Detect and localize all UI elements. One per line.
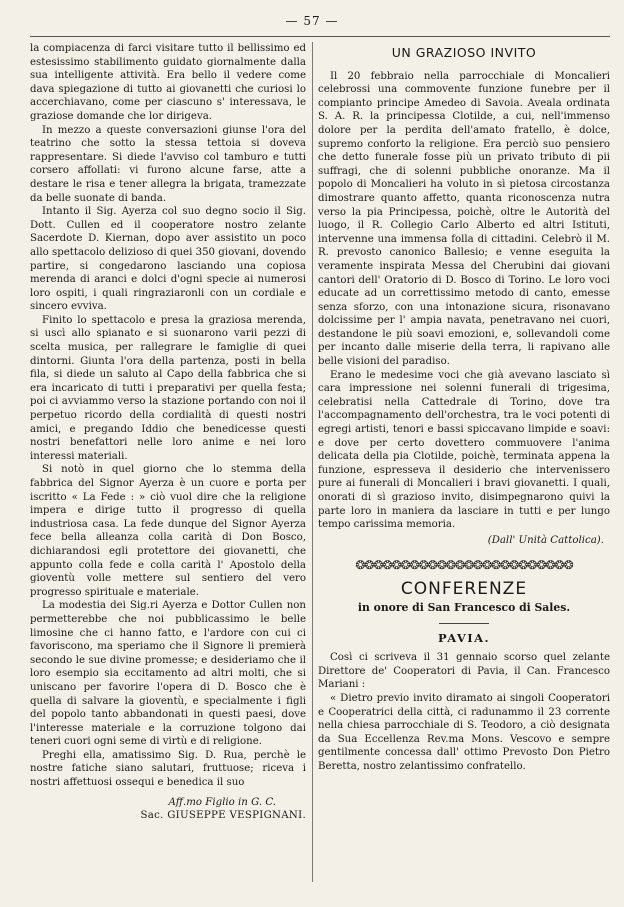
ornament-divider: ❂❂❂❂❂❂❂❂❂❂❂❂❂❂❂❂❂❂❂❂❂❂❂❂ [355,559,573,573]
left-paragraph-1: la compiacenza di farci visitare tutto il bellissimo ed estesissimo stabilimento guidato giornalmente dalla sua intelligente attività. Era bello il vedere come dava spiegazione di tutto ai giovanetti che curiosi lo accerchiavano, come per ciascuno s' interessava, le graziose domande che lor dirigeva. [30,43,306,122]
signature-author: Sac. GIUSEPPE VESPIGNANI. [140,810,306,822]
left-paragraph-2: In mezzo a queste conversazioni giunse l'ora del teatrino che sotto la stessa tettoia si doveva rappresentare. Si diede l'avviso col tamburo e tutti corsero affollati: vi furono alcune farse, atte a destare le risa e tener allegra la brigata, tramezzate da belle suonate di banda. [30,124,306,204]
pavia-article [318,651,610,773]
left-paragraph-6: La modestia dei Sig.ri Ayerza e Dottor Cullen non permetterebbe che noi pubblicassimo le belle limosine che ci hanno fatto, e l'ardore con cui ci favoriscono, ma speriamo che il Signore li premierà secondo le sue divine promesse; e desideriamo che il loro esempio sia eccitamento ad altri molti, che si uniscano per favorire l'opera di D. Bosco che è quella di salvare la gioventù, e specialmente i figli del popolo tanto abbandonati in questi paesi, dove l'interesse materiale e la corruzione tolgono dai teneri cuori ogni seme di virtù e di religione. [30,600,306,748]
left-paragraph-4: Finito lo spettacolo e presa la graziosa merenda, si uscì allo spianato e si suonarono varii pezzi di scelta musica, per rallegrare le famiglie di quei dintorni. Giunta l'ora della partenza, posti in bella fila, si diede un saluto al Capo della fabbrica che si era incaricato di tutti i preparativi per quella festa; poi ci avviammo verso la stazione portando con noi il perpetuo ricordo della cordialità di questi nostri amici, e pregando Iddio che benedicesse questi nostri benefattori nelle loro anime e nei loro interessi materiali. [30,314,306,462]
left-paragraph-3: Intanto il Sig. Ayerza col suo degno socio il Sig. Dott. Cullen ed il cooperatore nostro zelante Sacerdote D. Kiernan, dopo aver assistito un poco allo spettacolo delizioso di quei 350 giovani, dovendo partire, si congedarono lasciando una copiosa merenda di aranci e dolci d'ogni specie ai numerosi loro ospiti, i quali ringraziaronli con un cordiale e sincero evviva. [30,206,306,313]
signature [30,796,306,823]
page-number: — 57 — [285,14,339,28]
right-paragraph-2: Erano le medesime voci che già avevano lasciato sì cara impressione nei solenni funerali di trigesima, celebratisi nella Cattedrale di Torino, dove tra l'accompagnamento dell'orchestra, tra le voci potenti di egregi artisti, tenori e bassi spiccavano limpide e soavi: e dove per certo dovettero commuovere l'anima delicata della pia Clotilde, poichè, terminata appena la funzione, espresseva il desiderio che intervenissero pure ai funerali di Moncalieri i bravi giovanetti. I quali, onorati di sì grazioso invito, disimpegnarono quivi la parte loro in maniera da lasciare in tutti e per lungo tempo carissima memoria. [318,369,610,531]
section-subtitle: in onore di San Francesco di Sales. [357,600,571,614]
signature-closing: Aff.mo Figlio in G. C. [168,796,276,808]
pavia-paragraph-2: « Dietro previo invito diramato ai singoli Cooperatori e Cooperatrici della città, ci radunammo il 23 corrente nella chiesa parrocchiale di S. Teodoro, a ciò designata da Sua Eccellenza Rev.ma Mons. Vescovo e sempre gentilmente concessa dall' ottimo Prevosto Don Pietro Beretta, nostro zelantissimo confratello. [318,692,610,772]
article-credit: (Dall' Unità Cattolica). [487,534,604,546]
left-paragraph-7: Preghi ella, amatissimo Sig. D. Rua, perchè le nostre fatiche siano salutari, fruttuose; riceva i nostri affettuosi ossequi e benedica il suo [30,749,306,789]
right-paragraph-1: Il 20 febbraio nella parrocchiale di Moncalieri celebrossi una commovente funzione funebre per il compianto principe Amedeo di Savoia. Aveala ordinata S. A. R. la principessa Clotilde, a cui, nell'immenso dolore per la perdita dell'amato fratello, è dolce, supremo conforto la religione. Era perciò suo pensiero che detto funerale fosse più un privato tributo di pii suffragi, che di solenni pubbliche onoranze. Ma il popolo di Moncalieri ha voluto in sì pietosa circostanza dimostrare quanto affetto, quanta riconoscenza nutra verso la pia Principessa, poichè, oltre le Autorità del luogo, il R. Collegio Carlo Alberto ed altri Istituti, intervenne una immensa folla di cittadini. Celebrò il M. R. prevosto canonico Ballesio; e venne eseguita la veramente inspirata Messa del Cherubini dai giovani cantori dell' Oratorio di D. Bosco di Torino. Le loro voci educate ad un correttissimo metodo di canto, emesse senza sforzo, con una intonazione sicura, risonavano dolcissime per l' ampia navata, penetravano nei cuori, destandone le più soavi emozioni, e, sollevandoli come per incanto dalle miserie della terra, li rapivano alle belle visioni del paradiso. [318,70,610,368]
left-paragraph-5: Si notò in quel giorno che lo stemma della fabbrica del Signor Ayerza è un cuore e porta per iscritto « La Fede : » ciò vuol dire che la religione impera e dirige tutto il progresso di quella industriosa casa. La fede dunque del Signor Ayerza fece bella alleanza colla carità di Don Bosco, dichiarandosi egli protettore dei giovanetti, che appunto colla fede e colla carità l' Apostolo della gioventù volle mettere sul sentiero del vero progresso spirituale e materiale. [30,464,306,598]
left-column [30,42,306,823]
pavia-paragraph-1: Così ci scriveva il 31 gennaio scorso quel zelante Direttore de' Cooperatori di Pavia, il Can. Francesco Mariani : [318,652,610,691]
article-title-grazioso-invito: UN GRAZIOSO INVITO [391,45,537,60]
section-title-conferenze: CONFERENZE [400,579,528,600]
article-title-pavia: PAVIA. [437,630,491,645]
column-divider [312,42,313,882]
short-rule [439,623,489,624]
right-column [318,42,610,774]
header-rule [30,36,610,37]
